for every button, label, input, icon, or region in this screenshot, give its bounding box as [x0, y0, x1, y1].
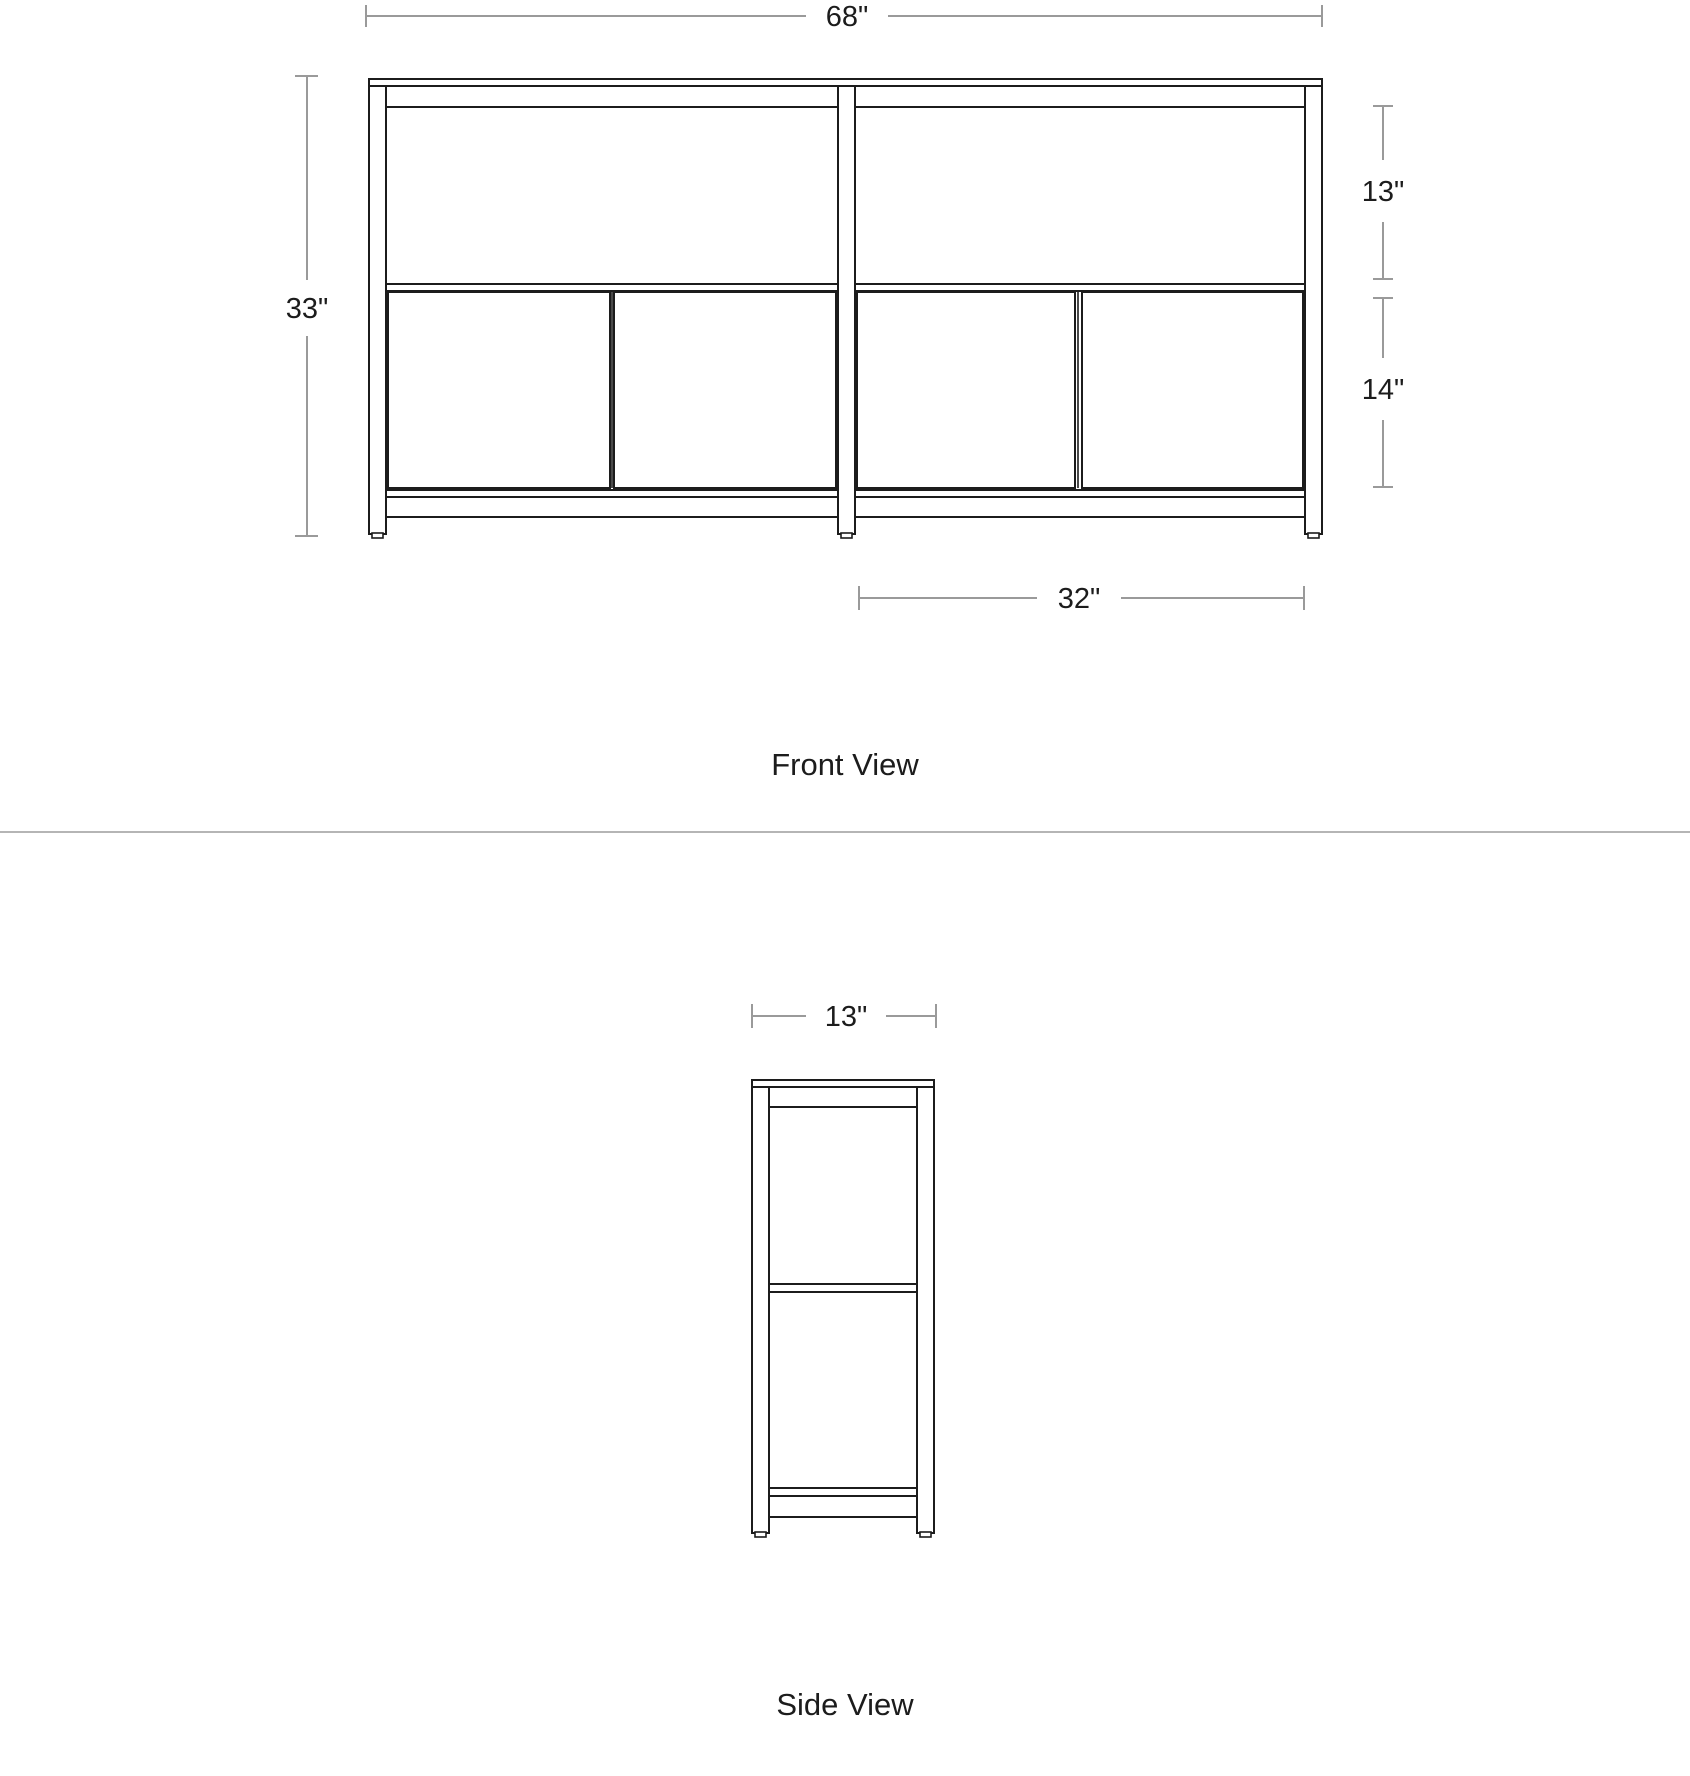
door-4: [1082, 292, 1303, 488]
front-cabinet: [369, 79, 1322, 538]
side-front-leg: [752, 1087, 769, 1533]
side-upper-rail: [769, 1087, 917, 1107]
overall-width-dimension: [366, 1, 1322, 33]
front-view-label: Front View: [771, 747, 919, 782]
right-leg: [1305, 86, 1322, 534]
front-view: [286, 1, 1405, 782]
center-foot: [841, 533, 852, 538]
overall-width-label: 68": [825, 1, 869, 33]
overall-height-label: 33": [285, 293, 329, 325]
side-view: [752, 1001, 936, 1722]
door-3: [857, 292, 1075, 488]
upper-shelf-height-label: 13": [1361, 176, 1405, 208]
side-view-label: Side View: [776, 1687, 914, 1722]
side-cabinet: [752, 1080, 934, 1537]
upper-shelf-height-dimension: [1362, 106, 1405, 279]
door-1: [388, 292, 610, 488]
side-bottom-rail: [769, 1496, 917, 1517]
side-bottom-shelf: [769, 1488, 917, 1496]
left-middle-shelf: [386, 284, 838, 291]
right-bottom-shelf: [855, 490, 1305, 497]
side-back-leg: [917, 1087, 934, 1533]
bay-width-dimension: [859, 583, 1304, 615]
left-bottom-rail: [386, 497, 838, 517]
door-height-label: 14": [1361, 374, 1405, 406]
right-middle-shelf: [855, 284, 1305, 291]
door-height-dimension: [1362, 298, 1405, 487]
right-upper-rail: [855, 86, 1305, 107]
depth-dimension: [752, 1001, 936, 1033]
left-upper-rail: [386, 86, 838, 107]
left-leg: [369, 86, 386, 534]
bay-width-label: 32": [1057, 583, 1101, 615]
side-middle-shelf: [769, 1284, 917, 1292]
right-foot: [1308, 533, 1319, 538]
depth-label: 13": [824, 1001, 868, 1033]
center-leg: [838, 86, 855, 534]
left-bottom-shelf: [386, 490, 838, 497]
door-2: [614, 292, 836, 488]
overall-height-dimension: [286, 76, 329, 536]
side-front-foot: [755, 1532, 766, 1537]
left-foot: [372, 533, 383, 538]
side-top-panel: [752, 1080, 934, 1087]
side-back-foot: [920, 1532, 931, 1537]
right-bottom-rail: [855, 497, 1305, 517]
top-panel: [369, 79, 1322, 86]
